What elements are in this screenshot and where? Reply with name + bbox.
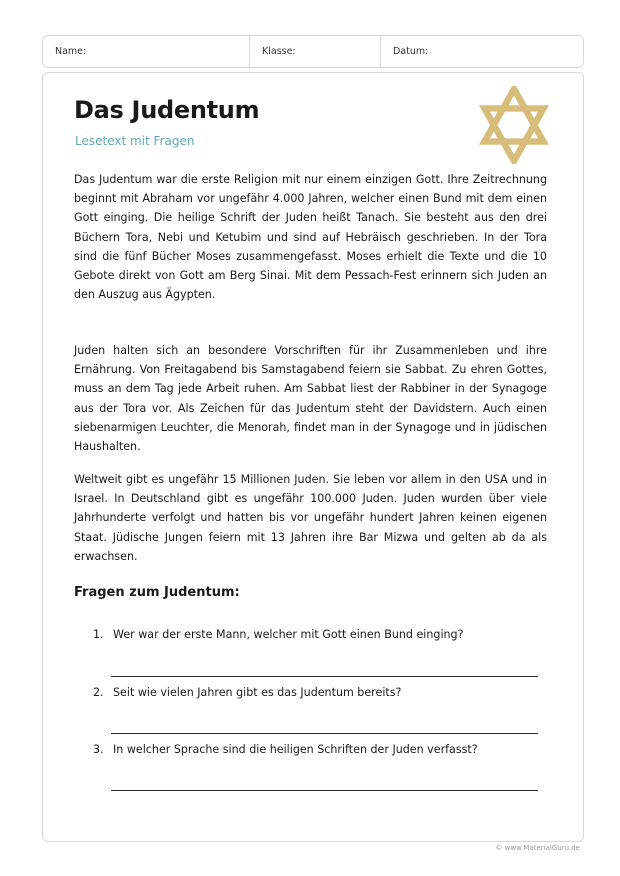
answer-line-3[interactable]	[111, 790, 538, 791]
question-number: 2.	[93, 686, 104, 699]
answer-line-1[interactable]	[111, 676, 538, 677]
reading-paragraph-3: Weltweit gibt es ungefähr 15 Millionen Juden. Sie leben vor allem in den USA und in Israel. In Deutschland gibt es ungefähr 100.000 Juden. Juden wurden über viele Jahrhunderte verfolgt und hatten bis vor ungefähr hundert Jahren keinen eigenen Staat. Jüdische Jungen feiern mit 13 Jahren ihre Bar Mizwa und gelten ab da als erwachsen.	[74, 473, 547, 563]
copyright-note: © www.MaterialGuru.de	[495, 844, 580, 852]
page-title: Das Judentum	[74, 96, 260, 124]
page-subtitle: Lesetext mit Fragen	[75, 134, 195, 148]
question-text: In welcher Sprache sind die heiligen Schriften der Juden verfasst?	[113, 743, 478, 756]
date-field[interactable]	[380, 36, 583, 67]
question-text: Seit wie vielen Jahren gibt es das Judentum bereits?	[113, 686, 402, 699]
star-of-david-icon	[478, 86, 550, 164]
reading-paragraph-2: Juden halten sich an besondere Vorschriften für ihr Zusammenleben und ihre Ernährung. Von Freitagabend bis Samstagabend feiern sie Sabbat. Zu ehren Gottes, muss an dem Tag jede Arbeit ruhen. Am Sabbat liest der Rabbiner in der Synagoge aus der Tora vor. Als Zeichen für das Judentum steht der Davidstern. Auch einen siebenarmigen Leuchter, die Menorah, findet man in der Synagoge und in jüdischen Haushalten.	[74, 344, 547, 454]
question-text: Wer war der erste Mann, welcher mit Gott einen Bund einging?	[113, 628, 464, 641]
class-field[interactable]	[249, 36, 380, 67]
header-fields	[42, 35, 584, 68]
class-label: Klasse:	[262, 46, 296, 57]
name-label: Name:	[55, 46, 87, 57]
date-label: Datum:	[393, 46, 429, 57]
questions-heading: Fragen zum Judentum:	[74, 585, 240, 600]
name-field[interactable]	[43, 36, 249, 67]
question-2	[93, 686, 401, 699]
question-3	[93, 743, 478, 756]
reading-paragraph-1: Das Judentum war die erste Religion mit nur einem einzigen Gott. Ihre Zeitrechnung beginnt mit Abraham vor ungefähr 4.000 Jahren, welcher einen Bund mit dem einen Gott einging. Die heilige Schrift der Juden heißt Tanach. Sie besteht aus den drei Büchern Tora, Nebi und Ketubim und sind auf Hebräisch geschrieben. In der Tora sind die fünf Bücher Moses zusammengefasst. Moses erhielt die Texte und die 10 Gebote direkt von Gott am Berg Sinai. Mit dem Pessach-Fest erinnern sich Juden an den Auszug aus Ägypten.	[74, 173, 547, 302]
question-1	[93, 628, 463, 641]
question-number: 1.	[93, 628, 104, 641]
question-number: 3.	[93, 743, 104, 756]
answer-line-2[interactable]	[111, 733, 538, 734]
